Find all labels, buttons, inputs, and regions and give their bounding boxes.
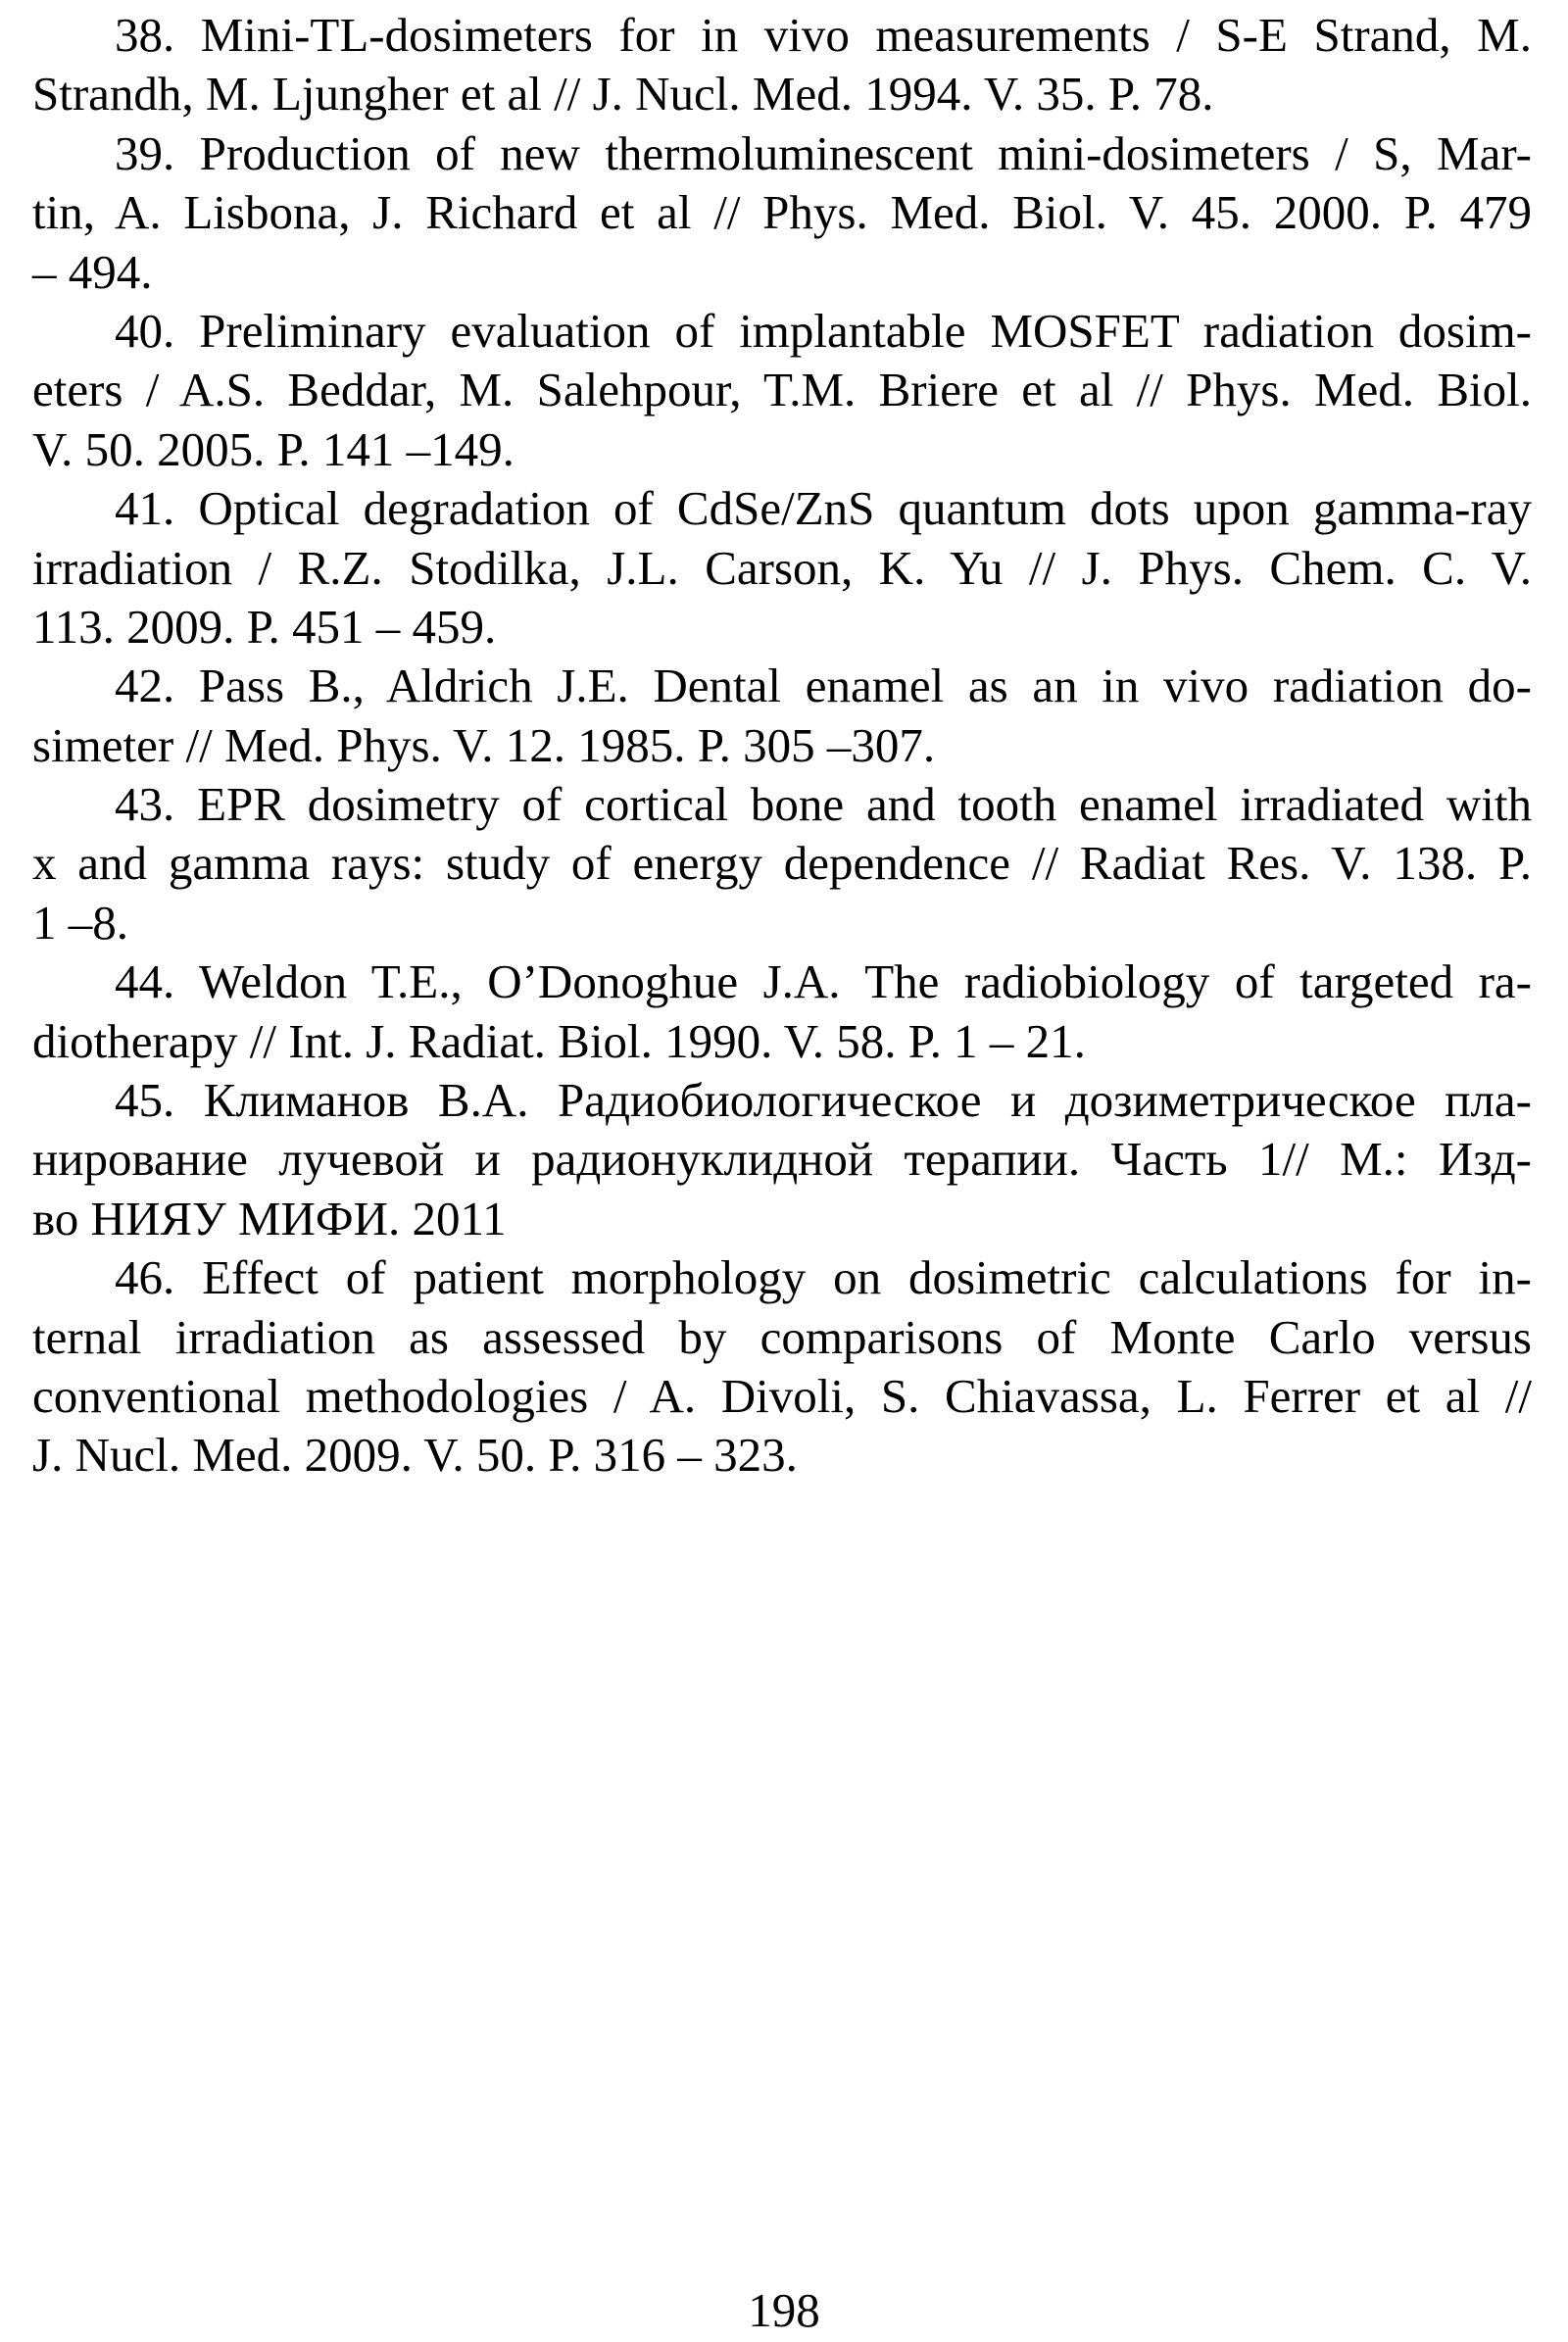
reference-line: нирование лучевой и радионуклидной терапии. Часть 1// М.: Изд- bbox=[32, 1132, 1532, 1187]
reference-line: 45. Климанов В.А. Радиобиологическое и дозиметрическое пла- bbox=[115, 1073, 1532, 1128]
reference-line: – 494. bbox=[32, 244, 153, 299]
reference-39 bbox=[32, 124, 1532, 302]
reference-line: 44. Weldon T.E., O’Donoghue J.A. The radiobiology of targeted ra- bbox=[115, 954, 1532, 1009]
reference-38 bbox=[32, 6, 1532, 124]
reference-line: во НИЯУ МИФИ. 2011 bbox=[32, 1191, 507, 1245]
reference-line: 40. Preliminary evaluation of implantable MOSFET radiation dosim- bbox=[115, 303, 1532, 358]
reference-line: eters / A.S. Beddar, M. Salehpour, T.M. Briere et al // Phys. Med. Biol. bbox=[32, 363, 1532, 417]
reference-40 bbox=[32, 302, 1532, 479]
reference-line: conventional methodologies / A. Divoli, S. Chiavassa, L. Ferrer et al // bbox=[32, 1368, 1532, 1423]
reference-line: 38. Mini-TL-dosimeters for in vivo measurements / S-E Strand, M. bbox=[115, 8, 1532, 62]
reference-46 bbox=[32, 1248, 1532, 1486]
reference-line: 42. Pass B., Aldrich J.E. Dental enamel as an in vivo radiation do- bbox=[115, 659, 1532, 713]
reference-line: 43. EPR dosimetry of cortical bone and tooth enamel irradiated with bbox=[115, 777, 1532, 832]
reference-line: V. 50. 2005. P. 141 –149. bbox=[32, 421, 514, 476]
reference-line: 41. Optical degradation of CdSe/ZnS quantum dots upon gamma-ray bbox=[115, 481, 1532, 536]
reference-line: Strandh, M. Ljungher et al // J. Nucl. Med. 1994. V. 35. P. 78. bbox=[32, 67, 1214, 122]
reference-line: simeter // Med. Phys. V. 12. 1985. P. 305 –307. bbox=[32, 717, 936, 772]
reference-list bbox=[32, 6, 1532, 1486]
reference-44 bbox=[32, 952, 1532, 1071]
reference-line: 1 –8. bbox=[32, 895, 128, 950]
reference-line: 113. 2009. P. 451 – 459. bbox=[32, 599, 497, 654]
page-number: 198 bbox=[748, 2283, 820, 2337]
reference-line: tin, A. Lisbona, J. Richard et al // Phys. Med. Biol. V. 45. 2000. P. 479 bbox=[32, 185, 1532, 240]
reference-line: diotherapy // Int. J. Radiat. Biol. 1990. V. 58. P. 1 – 21. bbox=[32, 1013, 1086, 1068]
reference-line: ternal irradiation as assessed by comparisons of Monte Carlo versus bbox=[32, 1309, 1532, 1364]
reference-line: J. Nucl. Med. 2009. V. 50. P. 316 – 323. bbox=[32, 1428, 798, 1483]
reference-45 bbox=[32, 1071, 1532, 1248]
reference-line: irradiation / R.Z. Stodilka, J.L. Carson, K. Yu // J. Phys. Chem. C. V. bbox=[32, 540, 1532, 595]
reference-line: 46. Effect of patient morphology on dosimetric calculations for in- bbox=[115, 1250, 1532, 1305]
reference-43 bbox=[32, 775, 1532, 952]
reference-line: x and gamma rays: study of energy dependence // Radiat Res. V. 138. P. bbox=[32, 836, 1532, 891]
reference-line: 39. Production of new thermoluminescent mini-dosimeters / S, Mar- bbox=[115, 125, 1532, 180]
reference-41 bbox=[32, 479, 1532, 657]
reference-42 bbox=[32, 657, 1532, 775]
